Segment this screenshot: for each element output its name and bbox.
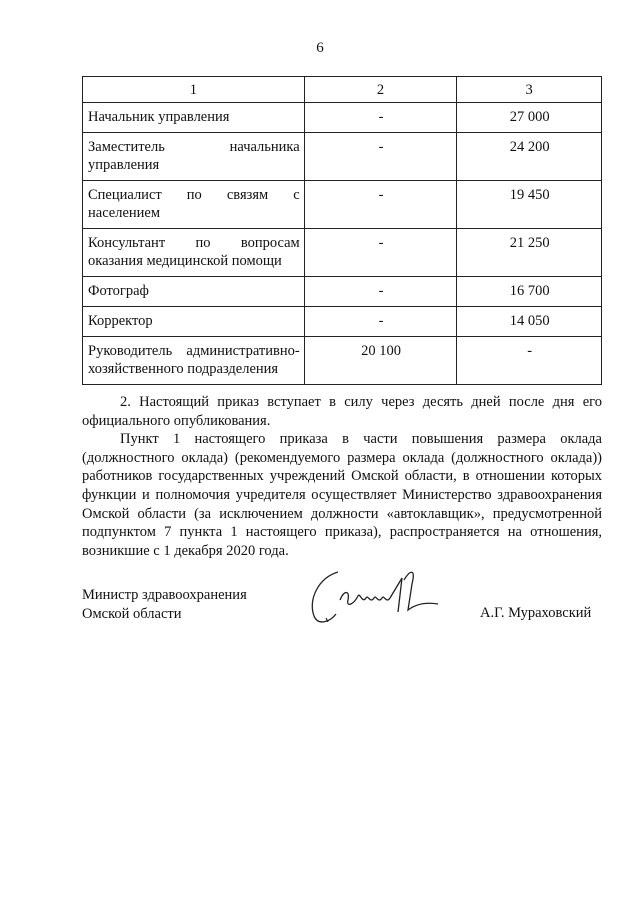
value-cell: - (304, 181, 457, 229)
table-row (83, 277, 602, 307)
table-header-cell: 1 (83, 77, 305, 103)
position-cell: Корректор (83, 307, 305, 337)
position-cell: Консультант по вопросам оказания медицинской помощи (83, 229, 305, 277)
signer-title-line: Омской области (82, 605, 182, 622)
value-cell: 19 450 (457, 181, 602, 229)
table-row (83, 307, 602, 337)
position-cell: Фотограф (83, 277, 305, 307)
page-number: 6 (316, 40, 324, 56)
value-cell: 14 050 (457, 307, 602, 337)
signer-name: А.Г. Мураховский (480, 605, 592, 621)
value-cell: - (304, 307, 457, 337)
table-header-row (83, 77, 602, 103)
table-row (83, 103, 602, 133)
value-cell: 24 200 (457, 133, 602, 181)
signer-title-line: Министр здравоохранения (82, 587, 247, 603)
table-row (83, 181, 602, 229)
value-cell: 16 700 (457, 277, 602, 307)
position-cell: Начальник управления (83, 103, 305, 133)
table-header-cell: 2 (304, 77, 457, 103)
signer-title (82, 586, 247, 623)
value-cell: - (304, 229, 457, 277)
table-header-cell: 3 (457, 77, 602, 103)
table-row (83, 337, 602, 385)
position-cell: Заместитель начальника управления (83, 133, 305, 181)
value-cell: - (457, 337, 602, 385)
salary-table (82, 76, 602, 385)
value-cell: - (304, 133, 457, 181)
value-cell: 21 250 (457, 229, 602, 277)
value-cell: 27 000 (457, 103, 602, 133)
value-cell: 20 100 (304, 337, 457, 385)
paragraph-effective-date: 2. Настоящий приказ вступает в силу через десять дней после дня его официального опубликования. (82, 394, 602, 429)
table-row (83, 133, 602, 181)
position-cell: Руководитель административно-хозяйственного подразделения (83, 337, 305, 385)
table-row (83, 229, 602, 277)
position-cell: Специалист по связям с населением (83, 181, 305, 229)
order-text (82, 393, 602, 560)
handwritten-signature (300, 560, 460, 640)
value-cell: - (304, 277, 457, 307)
paragraph-retroactive-clause: Пункт 1 настоящего приказа в части повышения размера оклада (должностного оклада) (рекомендуемого размера оклада (должностного оклада)) работников государственных учреждений Омской области, в отношении которых функции и полномочия учредителя осуществляет Министерство здравоохранения Омской области (за исключением должности «автоклавщик», предусмотренной подпунктом 7 пункта 1 настоящего приказа), распространяется на отношения, возникшие с 1 декабря 2020 года. (82, 431, 602, 559)
value-cell: - (304, 103, 457, 133)
